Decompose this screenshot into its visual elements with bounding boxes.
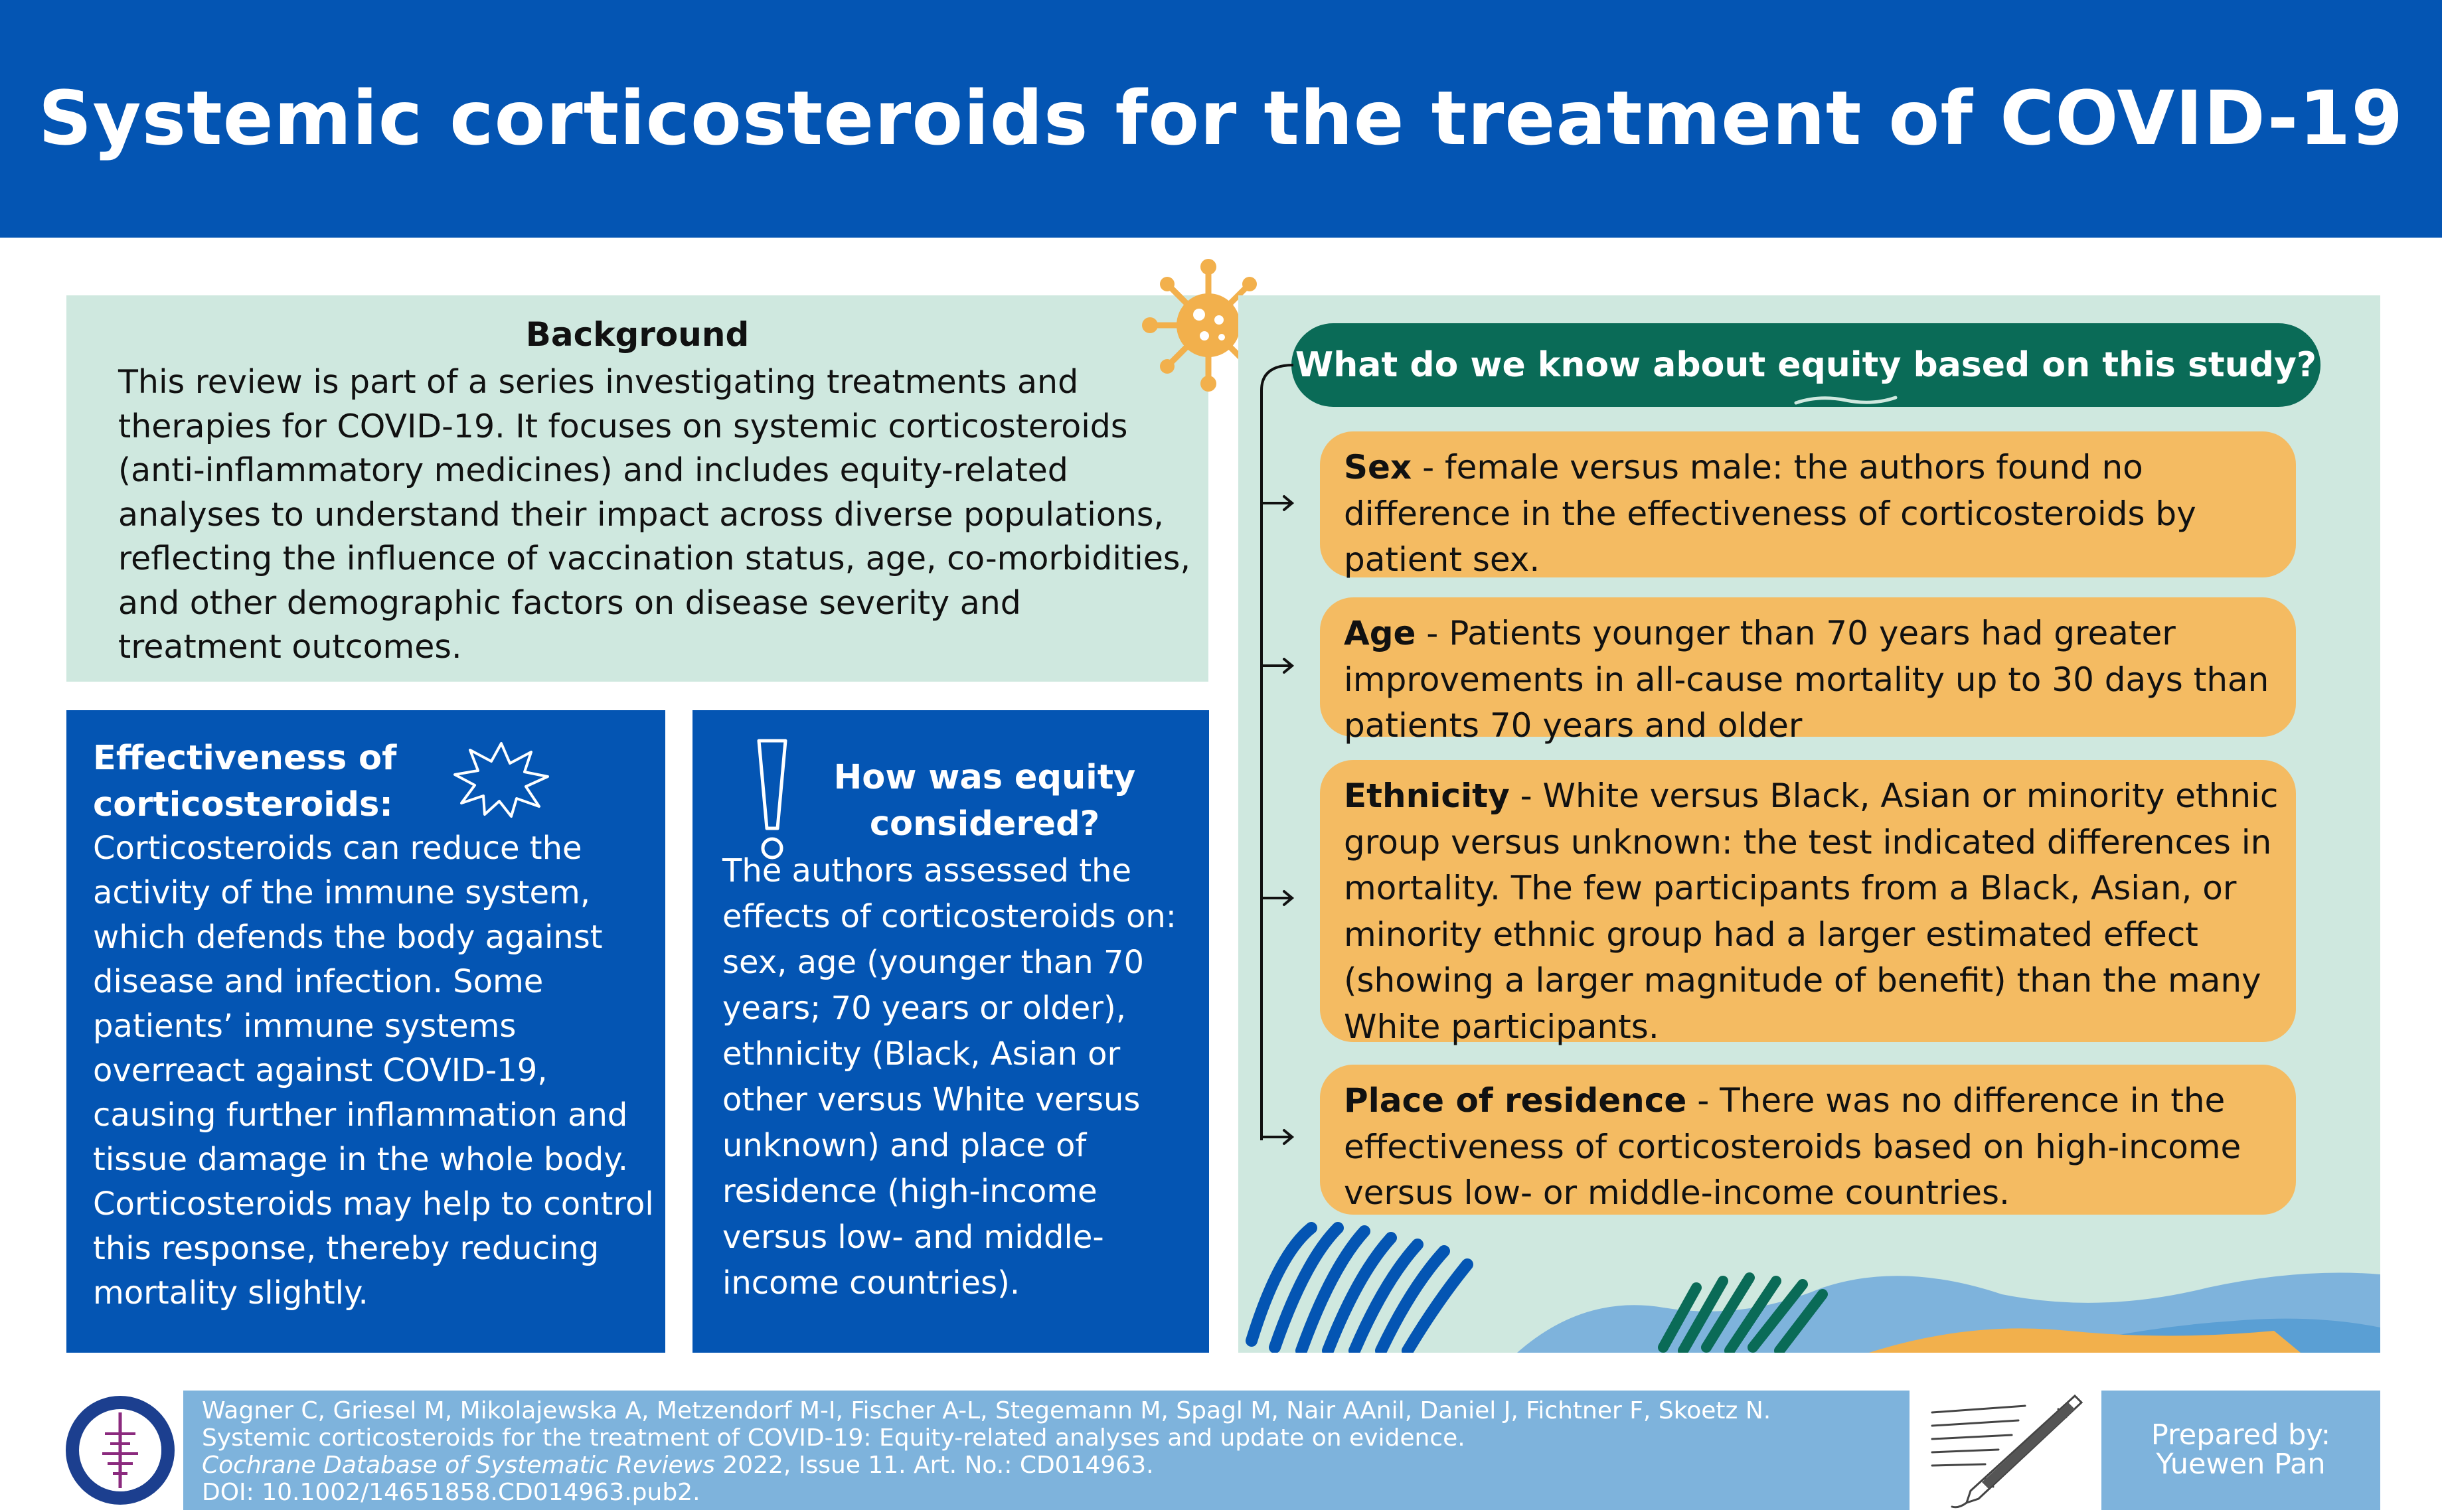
finding-residence-label: Place of residence [1344,1081,1687,1120]
background-text: This review is part of a series investigating treatments and therapies for COVID-19. It focuses on systemic corticosteroids (anti-inflammatory medicines) and includes equity-related analyses to understand their impact across diverse populations, reflecting the influence of vaccination status, age, co-morbidities, and other demographic factors on disease severity and treatment outcomes. [118,363,1191,666]
citation-box [183,1391,1910,1510]
finding-ethnicity [1320,760,2296,1046]
cochrane-logo-icon [64,1394,177,1507]
equity-considered-section [692,710,1209,1353]
citation-title: Systemic corticosteroids for the treatment of COVID-19: Equity-related analyses and update on evidence. [202,1424,1465,1452]
finding-age-label: Age [1344,614,1416,652]
citation-authors: Wagner C, Griesel M, Mikolajewska A, Metzendorf M-I, Fischer A-L, Stegemann M, Spagl M, Nair AAnil, Daniel J, Fichtner F, Skoetz N. [202,1397,1771,1424]
pen-icon [1925,1386,2085,1512]
page-title: Systemic corticosteroids for the treatment of COVID-19 [38,76,2404,162]
citation-issue: 2022, Issue 11. Art. No.: CD014963. [714,1452,1154,1479]
burst-icon [451,740,551,820]
finding-sex-text: - female versus male: the authors found no difference in the effectiveness of corticosteroids by patient sex. [1344,448,2196,579]
prepared-by-label: Prepared by: [2151,1418,2331,1452]
prepared-by-box [2101,1391,2380,1510]
finding-age-text: - Patients younger than 70 years had greater improvements in all-cause mortality up to 30 days than patients 70 years and older [1344,614,2269,745]
decorative-brush-strokes [1238,1215,2380,1353]
effectiveness-text: Corticosteroids can reduce the activity of the immune system, which defends the body against disease and infection. Some patients’ immune systems overreact against COVID-19, causing further inflammation and tissue damage in the whole body. Corticosteroids may help to control this response, thereby reducing mortality slightly. [93,830,654,1312]
finding-sex [1320,431,2296,577]
equity-considered-text: The authors assessed the effects of corticosteroids on: sex, age (younger than 70 years; 70 years or older), ethnicity (Black, Asian or other versus White versus unknown) and place of residence (high-income versus low- and middle-income countries). [722,852,1177,1302]
prepared-by-name: Yuewen Pan [2156,1448,2326,1481]
background-section [66,295,1208,682]
finding-residence [1320,1065,2296,1215]
finding-sex-label: Sex [1344,448,1412,487]
background-heading: Background [525,315,750,354]
finding-age [1320,597,2296,745]
findings-connector [1255,364,1295,1147]
header-banner [0,0,2442,238]
citation-journal: Cochrane Database of Systematic Reviews [202,1452,715,1479]
finding-ethnicity-text: - White versus Black, Asian or minority ethnic group versus unknown: the test indicated differences in mortality. The few participants from a Black, Asian, or minority ethnic group had a larger estimated effect (showing a larger magnitude of benefit) than the many White participants. [1344,777,2279,1046]
finding-residence-text: - There was no difference in the effectiveness of corticosteroids based on high-income versus low- or middle-income countries. [1344,1081,2241,1212]
equity-question-text: What do we know about equity based on this study? [1295,345,2317,385]
effectiveness-heading: Effectiveness of corticosteroids: [93,739,397,824]
equity-considered-heading: How was equity considered? [833,758,1136,844]
finding-ethnicity-label: Ethnicity [1344,777,1510,815]
citation-doi: DOI: 10.1002/14651858.CD014963.pub2. [202,1479,700,1506]
squiggle-underline [1793,390,1899,410]
effectiveness-section [66,710,665,1353]
